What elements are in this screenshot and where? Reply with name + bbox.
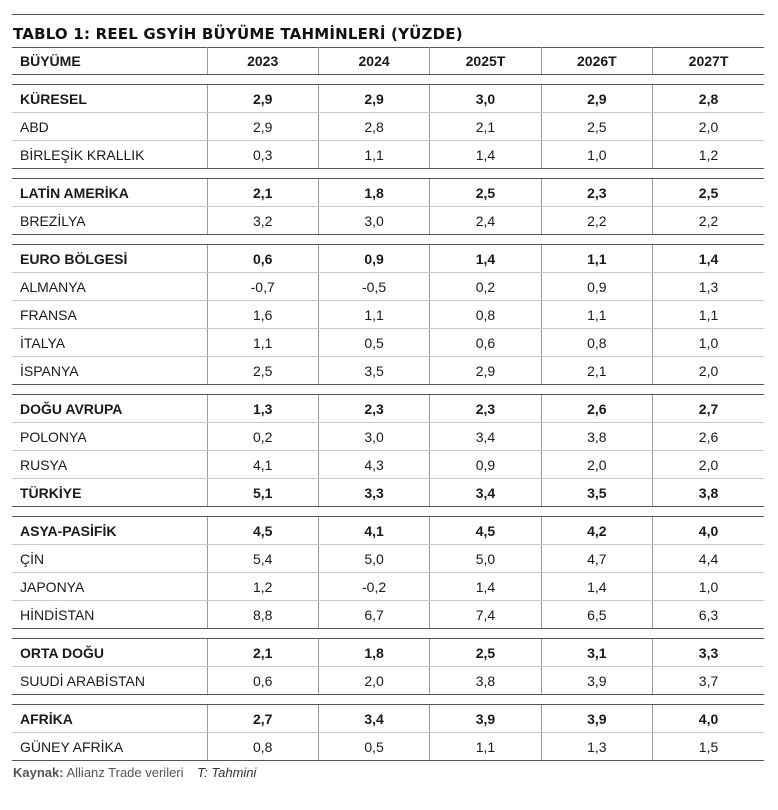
row-label: TÜRKİYE xyxy=(12,479,207,507)
value-cell: 3,3 xyxy=(318,479,429,507)
value-cell: 2,1 xyxy=(430,113,541,141)
value-cell: 2,9 xyxy=(541,85,652,113)
row-label: FRANSA xyxy=(12,301,207,329)
value-cell: 1,0 xyxy=(541,141,652,169)
value-cell: 1,1 xyxy=(318,141,429,169)
row-label: POLONYA xyxy=(12,423,207,451)
value-cell: 2,9 xyxy=(430,357,541,385)
value-cell: 0,9 xyxy=(430,451,541,479)
value-cell: 0,8 xyxy=(541,329,652,357)
value-cell: 2,7 xyxy=(207,705,318,733)
table-row xyxy=(12,301,764,329)
gap-cell xyxy=(318,629,429,639)
value-cell: -0,5 xyxy=(318,273,429,301)
value-cell: 4,4 xyxy=(653,545,764,573)
growth-table xyxy=(12,47,764,761)
table-row xyxy=(12,733,764,761)
value-cell: 0,9 xyxy=(541,273,652,301)
header-cell: 2026T xyxy=(541,48,652,75)
value-cell: -0,7 xyxy=(207,273,318,301)
header-cell: 2024 xyxy=(318,48,429,75)
row-label: HİNDİSTAN xyxy=(12,601,207,629)
value-cell: 4,0 xyxy=(653,517,764,545)
value-cell: 3,7 xyxy=(653,667,764,695)
value-cell: -0,2 xyxy=(318,573,429,601)
gap-cell xyxy=(318,169,429,179)
value-cell: 1,4 xyxy=(541,573,652,601)
row-label: BREZİLYA xyxy=(12,207,207,235)
table-row xyxy=(12,395,764,423)
value-cell: 1,2 xyxy=(207,573,318,601)
value-cell: 6,3 xyxy=(653,601,764,629)
value-cell: 1,3 xyxy=(207,395,318,423)
value-cell: 1,2 xyxy=(653,141,764,169)
value-cell: 2,5 xyxy=(430,179,541,207)
gap-cell xyxy=(653,169,764,179)
table-row xyxy=(12,113,764,141)
value-cell: 2,5 xyxy=(653,179,764,207)
row-label: ABD xyxy=(12,113,207,141)
gap-cell xyxy=(430,385,541,395)
value-cell: 4,0 xyxy=(653,705,764,733)
table-row xyxy=(12,667,764,695)
table-row xyxy=(12,479,764,507)
section-gap xyxy=(12,169,764,179)
table-row xyxy=(12,517,764,545)
table-row xyxy=(12,85,764,113)
value-cell: 2,4 xyxy=(430,207,541,235)
value-cell: 4,2 xyxy=(541,517,652,545)
value-cell: 2,0 xyxy=(318,667,429,695)
value-cell: 1,8 xyxy=(318,179,429,207)
row-label: EURO BÖLGESİ xyxy=(12,245,207,273)
value-cell: 5,0 xyxy=(430,545,541,573)
gap-cell xyxy=(207,629,318,639)
row-label: LATİN AMERİKA xyxy=(12,179,207,207)
value-cell: 3,9 xyxy=(541,667,652,695)
value-cell: 2,3 xyxy=(430,395,541,423)
table-title: TABLO 1: REEL GSYİH BÜYÜME TAHMİNLERİ (YÜZDE) xyxy=(13,25,463,43)
gap-cell xyxy=(430,695,541,705)
value-cell: 1,4 xyxy=(430,573,541,601)
row-label: KÜRESEL xyxy=(12,85,207,113)
table-row xyxy=(12,357,764,385)
forecast-note: T: Tahmini xyxy=(197,765,257,780)
value-cell: 1,3 xyxy=(541,733,652,761)
value-cell: 3,9 xyxy=(430,705,541,733)
table-row xyxy=(12,207,764,235)
row-label: İSPANYA xyxy=(12,357,207,385)
gap-cell xyxy=(653,385,764,395)
value-cell: 1,1 xyxy=(207,329,318,357)
value-cell: 3,0 xyxy=(318,423,429,451)
table-row xyxy=(12,179,764,207)
value-cell: 3,5 xyxy=(541,479,652,507)
value-cell: 2,8 xyxy=(318,113,429,141)
gap-cell xyxy=(430,235,541,245)
value-cell: 7,4 xyxy=(430,601,541,629)
value-cell: 1,6 xyxy=(207,301,318,329)
value-cell: 2,1 xyxy=(541,357,652,385)
value-cell: 8,8 xyxy=(207,601,318,629)
value-cell: 1,8 xyxy=(318,639,429,667)
source-label: Kaynak: xyxy=(13,765,64,780)
value-cell: 4,1 xyxy=(207,451,318,479)
gap-cell xyxy=(207,385,318,395)
table-row xyxy=(12,573,764,601)
gap-cell xyxy=(541,629,652,639)
gap-cell xyxy=(541,385,652,395)
value-cell: 0,3 xyxy=(207,141,318,169)
value-cell: 2,6 xyxy=(541,395,652,423)
gap-cell xyxy=(12,629,207,639)
table-row xyxy=(12,245,764,273)
gap-cell xyxy=(207,695,318,705)
header-cell: 2027T xyxy=(653,48,764,75)
value-cell: 1,1 xyxy=(541,301,652,329)
gap-cell xyxy=(653,507,764,517)
gap-cell xyxy=(12,385,207,395)
header-cell: 2025T xyxy=(430,48,541,75)
row-label: DOĞU AVRUPA xyxy=(12,395,207,423)
gap-cell xyxy=(541,695,652,705)
value-cell: 2,9 xyxy=(207,85,318,113)
gap-cell xyxy=(318,695,429,705)
value-cell: 3,5 xyxy=(318,357,429,385)
value-cell: 2,1 xyxy=(207,179,318,207)
gap-cell xyxy=(12,75,207,85)
gap-cell xyxy=(430,507,541,517)
gap-cell xyxy=(207,169,318,179)
table-footer xyxy=(12,761,764,780)
row-label: ASYA-PASİFİK xyxy=(12,517,207,545)
value-cell: 1,5 xyxy=(653,733,764,761)
value-cell: 3,0 xyxy=(318,207,429,235)
value-cell: 3,0 xyxy=(430,85,541,113)
value-cell: 0,9 xyxy=(318,245,429,273)
value-cell: 1,0 xyxy=(653,329,764,357)
value-cell: 3,8 xyxy=(541,423,652,451)
gap-cell xyxy=(653,235,764,245)
value-cell: 0,8 xyxy=(207,733,318,761)
gap-cell xyxy=(541,169,652,179)
value-cell: 2,6 xyxy=(653,423,764,451)
row-label: RUSYA xyxy=(12,451,207,479)
value-cell: 2,5 xyxy=(430,639,541,667)
section-gap xyxy=(12,385,764,395)
row-label: AFRİKA xyxy=(12,705,207,733)
value-cell: 4,7 xyxy=(541,545,652,573)
value-cell: 0,2 xyxy=(207,423,318,451)
value-cell: 1,1 xyxy=(653,301,764,329)
gap-cell xyxy=(430,75,541,85)
table-body xyxy=(12,48,764,761)
value-cell: 2,8 xyxy=(653,85,764,113)
header-cell: BÜYÜME xyxy=(12,48,207,75)
value-cell: 5,4 xyxy=(207,545,318,573)
value-cell: 0,8 xyxy=(430,301,541,329)
row-label: ALMANYA xyxy=(12,273,207,301)
value-cell: 0,5 xyxy=(318,733,429,761)
value-cell: 4,5 xyxy=(207,517,318,545)
value-cell: 0,5 xyxy=(318,329,429,357)
value-cell: 2,3 xyxy=(318,395,429,423)
row-label: ORTA DOĞU xyxy=(12,639,207,667)
value-cell: 1,4 xyxy=(430,141,541,169)
growth-table-figure xyxy=(12,14,764,780)
gap-cell xyxy=(653,75,764,85)
row-label: BİRLEŞİK KRALLIK xyxy=(12,141,207,169)
value-cell: 1,3 xyxy=(653,273,764,301)
value-cell: 4,5 xyxy=(430,517,541,545)
section-gap xyxy=(12,75,764,85)
value-cell: 2,0 xyxy=(653,357,764,385)
gap-cell xyxy=(318,75,429,85)
value-cell: 2,7 xyxy=(653,395,764,423)
gap-cell xyxy=(541,507,652,517)
value-cell: 1,0 xyxy=(653,573,764,601)
table-row xyxy=(12,329,764,357)
value-cell: 2,3 xyxy=(541,179,652,207)
gap-cell xyxy=(12,507,207,517)
gap-cell xyxy=(318,235,429,245)
value-cell: 0,2 xyxy=(430,273,541,301)
value-cell: 0,6 xyxy=(430,329,541,357)
table-row xyxy=(12,273,764,301)
value-cell: 2,9 xyxy=(318,85,429,113)
gap-cell xyxy=(318,385,429,395)
value-cell: 2,2 xyxy=(541,207,652,235)
value-cell: 2,1 xyxy=(207,639,318,667)
value-cell: 1,1 xyxy=(318,301,429,329)
row-label: ÇİN xyxy=(12,545,207,573)
section-gap xyxy=(12,507,764,517)
table-row xyxy=(12,705,764,733)
table-row xyxy=(12,451,764,479)
value-cell: 3,3 xyxy=(653,639,764,667)
gap-cell xyxy=(653,695,764,705)
value-cell: 1,4 xyxy=(430,245,541,273)
table-row xyxy=(12,545,764,573)
value-cell: 3,9 xyxy=(541,705,652,733)
value-cell: 3,1 xyxy=(541,639,652,667)
section-gap xyxy=(12,695,764,705)
value-cell: 5,1 xyxy=(207,479,318,507)
gap-cell xyxy=(12,235,207,245)
gap-cell xyxy=(653,629,764,639)
header-cell: 2023 xyxy=(207,48,318,75)
gap-cell xyxy=(12,169,207,179)
value-cell: 2,0 xyxy=(541,451,652,479)
gap-cell xyxy=(541,235,652,245)
value-cell: 5,0 xyxy=(318,545,429,573)
gap-cell xyxy=(430,629,541,639)
value-cell: 6,7 xyxy=(318,601,429,629)
header-row xyxy=(12,48,764,75)
gap-cell xyxy=(207,235,318,245)
value-cell: 3,8 xyxy=(430,667,541,695)
value-cell: 1,1 xyxy=(541,245,652,273)
value-cell: 2,5 xyxy=(207,357,318,385)
source-text: Allianz Trade verileri xyxy=(66,765,184,780)
section-gap xyxy=(12,629,764,639)
row-label: GÜNEY AFRİKA xyxy=(12,733,207,761)
value-cell: 2,9 xyxy=(207,113,318,141)
gap-cell xyxy=(430,169,541,179)
value-cell: 4,1 xyxy=(318,517,429,545)
table-row xyxy=(12,423,764,451)
value-cell: 0,6 xyxy=(207,245,318,273)
row-label: SUUDİ ARABİSTAN xyxy=(12,667,207,695)
value-cell: 4,3 xyxy=(318,451,429,479)
value-cell: 3,4 xyxy=(430,479,541,507)
value-cell: 3,8 xyxy=(653,479,764,507)
value-cell: 2,0 xyxy=(653,113,764,141)
table-row xyxy=(12,141,764,169)
value-cell: 1,1 xyxy=(430,733,541,761)
row-label: İTALYA xyxy=(12,329,207,357)
value-cell: 2,5 xyxy=(541,113,652,141)
gap-cell xyxy=(207,507,318,517)
row-label: JAPONYA xyxy=(12,573,207,601)
gap-cell xyxy=(318,507,429,517)
gap-cell xyxy=(207,75,318,85)
value-cell: 2,0 xyxy=(653,451,764,479)
value-cell: 1,4 xyxy=(653,245,764,273)
value-cell: 3,2 xyxy=(207,207,318,235)
section-gap xyxy=(12,235,764,245)
value-cell: 0,6 xyxy=(207,667,318,695)
gap-cell xyxy=(12,695,207,705)
value-cell: 3,4 xyxy=(430,423,541,451)
table-row xyxy=(12,601,764,629)
value-cell: 2,2 xyxy=(653,207,764,235)
table-row xyxy=(12,639,764,667)
gap-cell xyxy=(541,75,652,85)
value-cell: 3,4 xyxy=(318,705,429,733)
value-cell: 6,5 xyxy=(541,601,652,629)
